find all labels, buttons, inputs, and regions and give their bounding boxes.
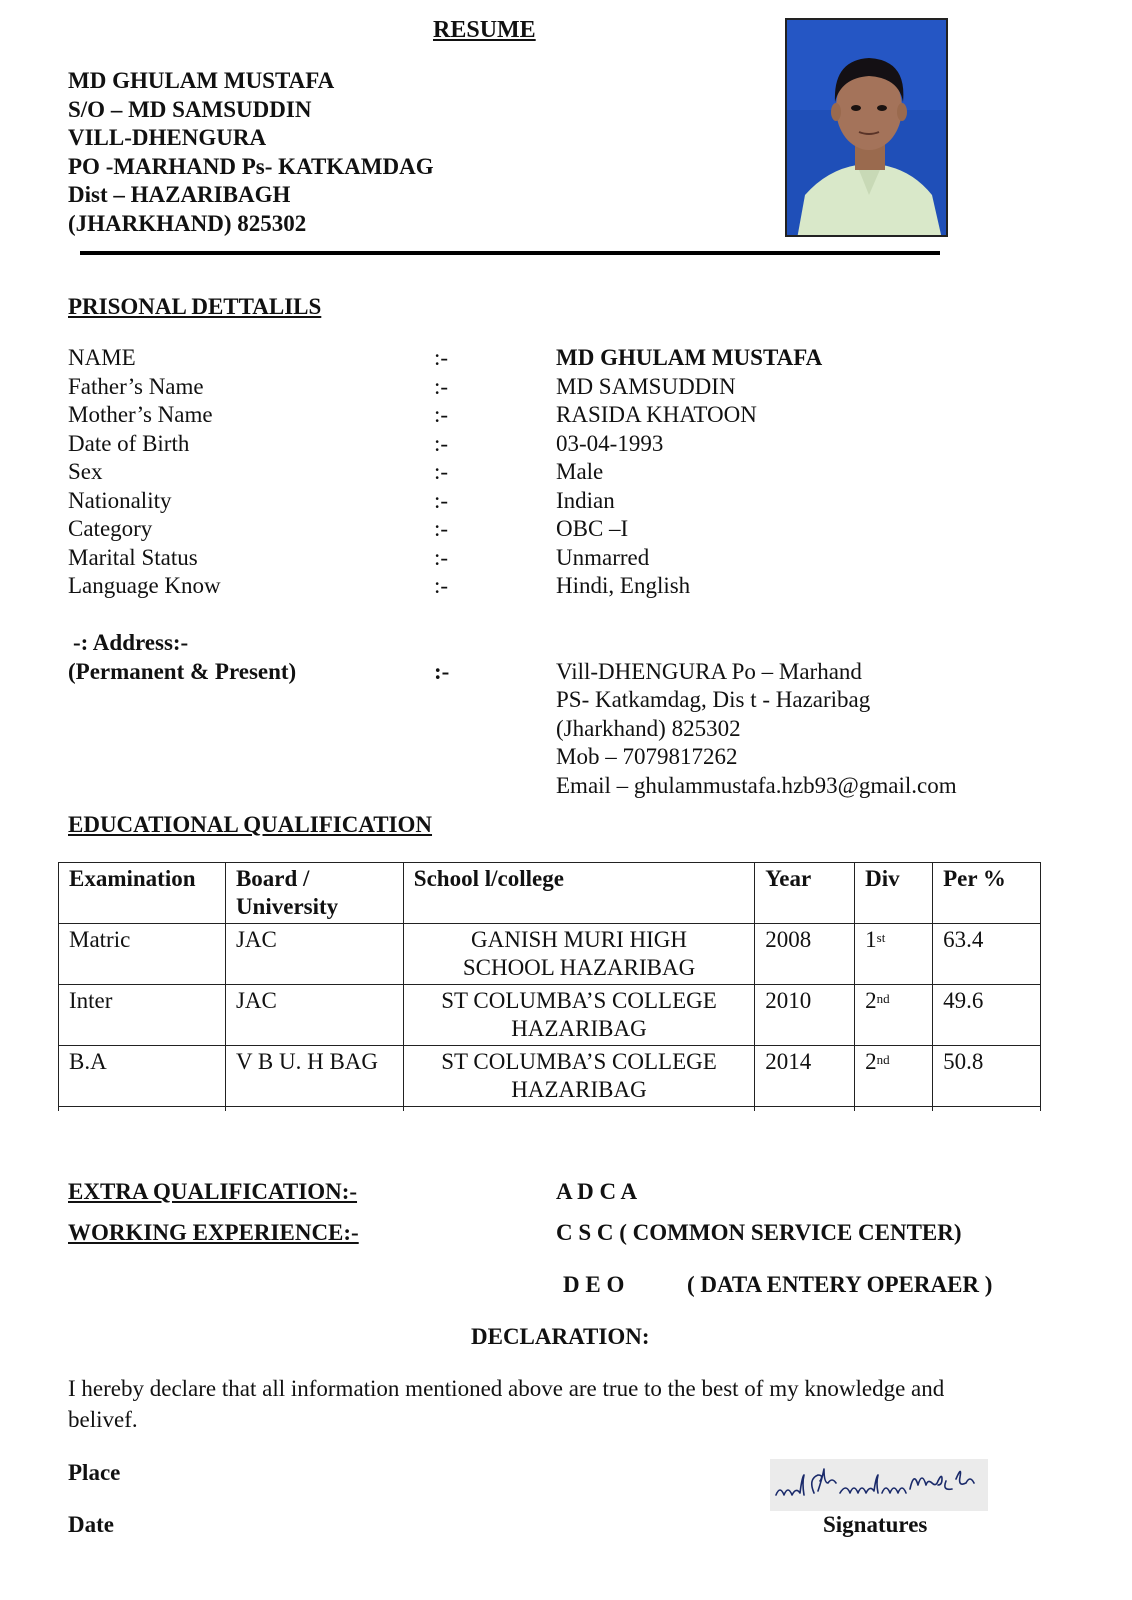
personal-value: Hindi, English: [556, 573, 691, 598]
col-board-line: University: [235, 894, 339, 919]
personal-label: Mother’s Name: [68, 402, 213, 427]
personal-label: Father’s Name: [68, 374, 204, 399]
personal-label: Language Know: [68, 573, 221, 598]
table-row: [59, 1046, 1041, 1107]
address-line: Mob – 7079817262: [556, 744, 738, 769]
declaration-heading: DECLARATION:: [471, 1324, 650, 1349]
cell-school-line: GANISH MURI HIGH: [471, 927, 687, 952]
cell-div-suffix: nd: [876, 991, 890, 1006]
personal-separator: :-: [434, 374, 449, 399]
address-line: PS- Katkamdag, Dis t - Hazaribag: [556, 687, 871, 712]
personal-value: OBC –I: [556, 516, 629, 541]
personal-value: Unmarred: [556, 545, 650, 570]
cell-div: [855, 924, 933, 985]
cell-board: JAC: [225, 924, 403, 985]
cell-board: JAC: [225, 985, 403, 1046]
table-header-row: [59, 863, 1041, 924]
cell-year: 2014: [755, 1046, 855, 1107]
personal-label: Date of Birth: [68, 431, 190, 456]
cell-div-number: 2: [865, 1049, 877, 1074]
header-address-block: [68, 68, 434, 239]
extra-qualification-heading: EXTRA QUALIFICATION:-: [68, 1179, 358, 1204]
address-line: Vill-DHENGURA Po – Marhand: [556, 659, 862, 684]
personal-label: NAME: [68, 345, 136, 370]
personal-value: RASIDA KHATOON: [556, 402, 757, 427]
cell-exam: B.A: [59, 1046, 226, 1107]
col-div: Div: [855, 863, 933, 924]
place-label: Place: [68, 1460, 121, 1485]
header-line: Dist – HAZARIBAGH: [68, 182, 291, 207]
personal-separator: :-: [434, 431, 449, 456]
personal-label: Nationality: [68, 488, 172, 513]
header-line: (JHARKHAND) 825302: [68, 210, 307, 236]
col-board: [225, 863, 403, 924]
personal-details-heading: PRISONAL DETTALILS: [68, 294, 322, 319]
cell-div-number: 1: [865, 927, 877, 952]
personal-value: MD SAMSUDDIN: [556, 374, 736, 399]
working-experience-role-desc: ( DATA ENTERY OPERAER ): [687, 1272, 993, 1297]
personal-separator: :-: [434, 516, 449, 541]
cell-div: [855, 985, 933, 1046]
cell-school-line: ST COLUMBA’S COLLEGE: [441, 988, 717, 1013]
personal-value: Male: [556, 459, 604, 484]
address-separator: :-: [434, 659, 450, 684]
signature-label: Signatures: [823, 1512, 928, 1537]
header-divider: [80, 251, 940, 255]
personal-separator: :-: [434, 402, 449, 427]
cell-school-line: HAZARIBAG: [511, 1016, 647, 1041]
extra-qualification-value: A D C A: [556, 1179, 638, 1204]
cell-div: [855, 1046, 933, 1107]
table-row: [59, 924, 1041, 985]
header-line: VILL-DHENGURA: [68, 125, 267, 150]
profile-photo: [785, 18, 948, 237]
cell-per: 50.8: [933, 1046, 1041, 1107]
address-email: Email – ghulammustafa.hzb93@gmail.com: [556, 773, 957, 798]
address-label: (Permanent & Present): [68, 659, 297, 684]
cell-div-number: 2: [865, 988, 877, 1013]
cell-per: 63.4: [933, 924, 1041, 985]
education-table: [58, 862, 1041, 1111]
cell-school-line: SCHOOL HAZARIBAG: [462, 955, 696, 980]
signature-image: [770, 1459, 988, 1511]
cell-year: 2008: [755, 924, 855, 985]
declaration-text-line: I hereby declare that all information mentioned above are true to the best of my knowledge and: [68, 1376, 945, 1401]
cell-school: [403, 1046, 754, 1107]
header-line: S/O – MD SAMSUDDIN: [68, 96, 312, 122]
personal-separator: :-: [434, 459, 449, 484]
col-board-line: Board /: [235, 866, 310, 891]
working-experience-role: D E O: [563, 1272, 625, 1297]
personal-separator: :-: [434, 545, 449, 570]
cell-exam: Inter: [59, 985, 226, 1046]
table-row: [59, 985, 1041, 1046]
col-per: Per %: [933, 863, 1041, 924]
personal-label: Marital Status: [68, 545, 198, 570]
personal-value: 03-04-1993: [556, 431, 664, 456]
cell-per: 49.6: [933, 985, 1041, 1046]
handwritten-signature-icon: [770, 1459, 988, 1511]
personal-value: MD GHULAM MUSTAFA: [556, 345, 823, 370]
cell-div-suffix: st: [876, 930, 886, 945]
col-examination: Examination: [59, 863, 226, 924]
header-line: PO -MARHAND Ps- KATKAMDAG: [68, 153, 434, 179]
cell-school: [403, 924, 754, 985]
table-stub-row: [59, 1107, 1041, 1112]
working-experience-heading: WORKING EXPERIENCE:-: [68, 1220, 359, 1245]
education-heading: EDUCATIONAL QUALIFICATION: [68, 812, 433, 837]
header-line: MD GHULAM MUSTAFA: [68, 68, 335, 93]
col-year: Year: [755, 863, 855, 924]
personal-separator: :-: [434, 488, 449, 513]
resume-title: RESUME: [433, 17, 536, 43]
personal-label: Category: [68, 516, 153, 541]
cell-year: 2010: [755, 985, 855, 1046]
personal-separator: :-: [434, 345, 449, 370]
col-school: School l/college: [403, 863, 754, 924]
cell-board: V B U. H BAG: [225, 1046, 403, 1107]
cell-school-line: HAZARIBAG: [511, 1077, 647, 1102]
personal-value: Indian: [556, 488, 615, 513]
cell-exam: Matric: [59, 924, 226, 985]
working-experience-line: C S C ( COMMON SERVICE CENTER): [556, 1220, 962, 1245]
address-line: (Jharkhand) 825302: [556, 716, 741, 741]
person-photo-icon: [787, 20, 948, 237]
personal-separator: :-: [434, 573, 449, 598]
personal-label: Sex: [68, 459, 103, 484]
cell-div-suffix: nd: [876, 1052, 890, 1067]
declaration-text-line: belivef.: [68, 1407, 138, 1432]
cell-school: [403, 985, 754, 1046]
cell-school-line: ST COLUMBA’S COLLEGE: [441, 1049, 717, 1074]
address-heading: -: Address:-: [73, 630, 189, 655]
date-label: Date: [68, 1512, 114, 1537]
